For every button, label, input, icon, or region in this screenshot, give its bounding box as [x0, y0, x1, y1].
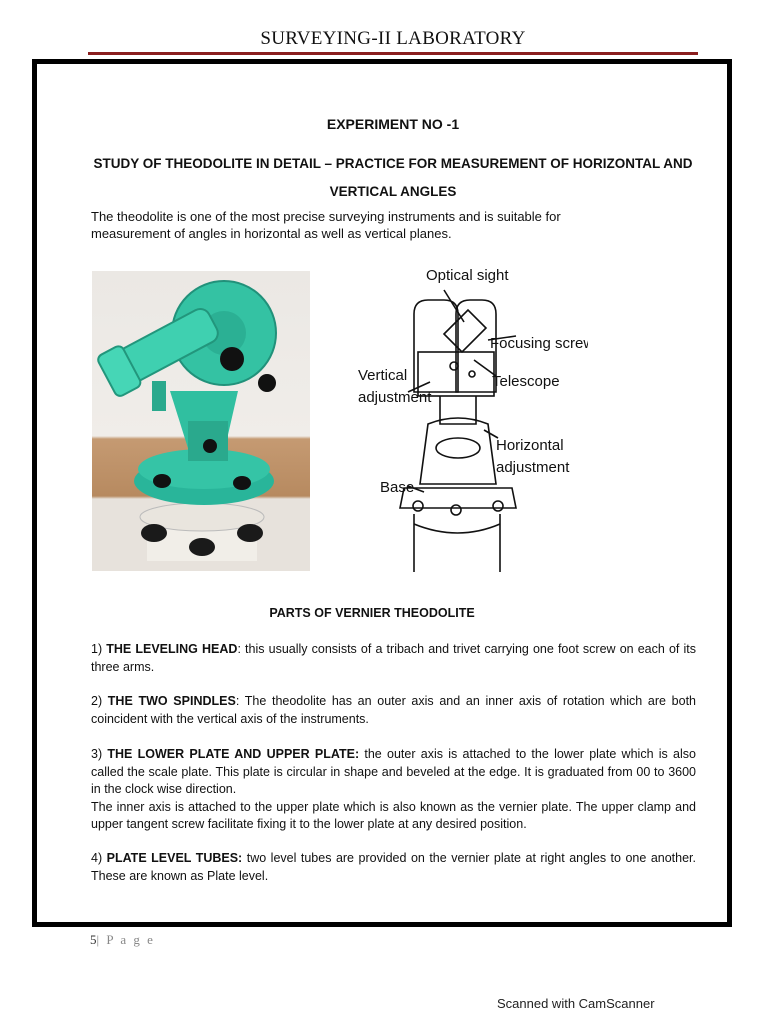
page-header-title: SURVEYING-II LABORATORY: [260, 28, 526, 49]
part-item-lead: 4): [91, 851, 107, 865]
label-horizontal-adjustment: adjustment: [496, 459, 570, 476]
part-item-4: [91, 850, 696, 885]
experiment-number: EXPERIMENT NO -1: [326, 116, 460, 132]
part-item-lead: 1): [91, 642, 107, 656]
part-item-term: THE LOWER PLATE AND UPPER PLATE:: [107, 747, 360, 761]
part-item-2: [91, 693, 696, 728]
intro-paragraph: The theodolite is one of the most precise surveying instruments and is suitable for measurement of angles in horizontal as well as vertical planes.: [91, 209, 561, 241]
label-focusing-screw: Focusing screw: [490, 335, 588, 352]
part-item-lead: 3): [91, 747, 108, 761]
label-telescope: Telescope: [492, 373, 560, 390]
part-item-term: THE TWO SPINDLES: [107, 694, 236, 708]
part-item-text: : this usually consists of a tribach and trivet carrying one foot screw on each of its three arms.: [91, 642, 697, 674]
part-item-text: : The theodolite has an outer axis and an inner axis of rotation which are both coincident with the vertical axis of the instruments.: [91, 694, 696, 726]
part-item-term: PLATE LEVEL TUBES:: [106, 851, 243, 865]
theodolite-diagram: [348, 252, 588, 574]
page-footer: [90, 932, 155, 948]
label-optical-sight: Optical sight: [426, 267, 509, 284]
theodolite-photo: [92, 271, 310, 571]
part-item-term: THE LEVELING HEAD: [106, 642, 238, 656]
label-base: Base: [380, 479, 415, 496]
experiment-title: STUDY OF THEODOLITE IN DETAIL – PRACTICE FOR MEASUREMENT OF HORIZONTAL AND VERTICAL ANGLES: [93, 156, 693, 199]
scanner-watermark: Scanned with CamScanner: [497, 996, 655, 1011]
part-item-lead: 2): [91, 694, 108, 708]
header-rule: [88, 52, 698, 55]
label-vertical: Vertical: [358, 367, 408, 384]
page-label: | P a g e: [96, 932, 155, 947]
part-item-text: two level tubes are provided on the vernier plate at right angles to one another. These are known as Plate level.: [91, 851, 696, 883]
part-item-extra: The inner axis is attached to the upper plate which is also known as the vernier plate. The upper clamp and upper tangent screw facilitate fixing it to the lower plate at any desired position.: [91, 799, 696, 831]
part-item-text: the outer axis is attached to the lower plate which is also called the scale plate. This plate is circular in shape and beveled at the edge. It is graduated from 00 to 3600 in the clock wise direction.: [91, 747, 696, 796]
page-number: 5: [90, 932, 97, 947]
label-horizontal: Horizontal: [496, 437, 564, 454]
part-item-1: [91, 641, 696, 676]
parts-heading: PARTS OF VERNIER THEODOLITE: [269, 606, 475, 620]
part-item-3: [91, 746, 696, 834]
label-vertical-adjustment: adjustment: [358, 389, 432, 406]
